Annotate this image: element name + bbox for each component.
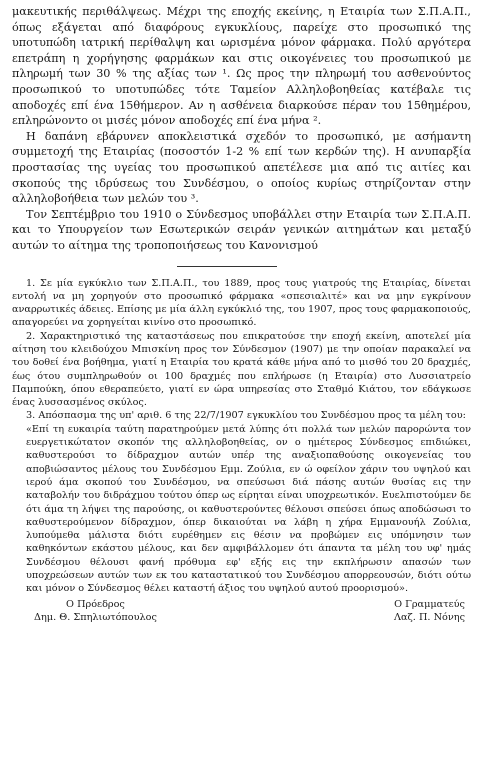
paragraph-1: μακευτικής περιθάλψεως. Μέχρι της εποχής εκείνης, η Εταιρία των Σ.Π.Α.Π., όπως εξάγεται από διαφόρους εγκυκλίους, παρείχε στο προσωπικό της υποτυπώδη ιατρική περίθαλψη και ωρισμένα μόνον φάρμακα. Πολύ αργότερα επετράπη η χορήγησης φαρμάκων και στις οικογένειες του προσωπικού με πληρωμή των 30 % της αξίας των ¹. Ως προς την πληρωμή του ασθενούντος προσωπικού το υποτυπώδες τότε Ταμείον Αλληλοβοηθείας κατέβαλε τις αποδοχές επί ένα 15θήμερον. Αν η ασθένεια διαρκούσε πέραν του 15θημέρου, επληρώνοντο οι μισές μόνον αποδοχές επί ένα μήνα ². [12,5,471,128]
signature-president [34,598,157,625]
secretary-name: Λαζ. Π. Νόνης [394,612,465,624]
footnote-3: 3. Απόσπασμα της υπ' αριθ. 6 της 22/7/1907 εγκυκλίου του Συνδέσμου προς τα μέλη του: [26,410,466,422]
paragraph-3: Τον Σεπτέμβριο του 1910 ο Σύνδεσμος υποβάλλει στην Εταιρία των Σ.Π.Α.Π. και το Υπουργείον των Εσωτερικών σειράν γενικών αιτημάτων και μεταξύ αυτών το αίτημα της τροποποιήσεως του Κανονισμού [12,207,471,252]
paragraph-2: Η δαπάνη εβάρυνεν αποκλειστικά σχεδόν το προσωπικό, με ασήμαντη συμμετοχή της Εταιρίας (ποσοστόν 1-2 % επί των κερδών της). Η ανυπαρξία προστασίας της υγείας του προσωπικού απετέλεσε μια από τις αιτίες και σκοπούς της ιδρύσεως του Συνδέσμου, ο οποίος κυρίως στηρίζονταν στην αλληλοβοήθεια των μελών του ³. [12,129,471,206]
president-title: Ο Πρόεδρος [66,598,125,610]
signatures [12,598,471,625]
main-text [12,4,471,254]
footnote-1: 1. Σε μία εγκύκλιο των Σ.Π.Α.Π., του 1889, προς τους γιατρούς της Εταιρίας, δίνεται εντολή να μη χορηγούν στο προσωπικό φάρμακα «σπεσιαλιτέ» και να μην εγκρίνουν αναρρωτικές άδειες. Επίσης με μία άλλη εγκύκλιό της, του 1907, προς τους φαρμακοποιούς, απαγορεύει να χορηγείται κινίνο στο προσωπικό. [12,277,471,329]
footnotes [12,277,471,625]
president-name: Δημ. Θ. Σπηλιωτόπουλος [34,612,157,624]
footnote-quote: «Επί τη ευκαιρία ταύτη παρατηρούμεν μετά λύπης ότι πολλά των μελών παρορώντα τον ευεργετικώτατον σκοπόν της αλληλοβοηθείας, ον ο ημέτερος Σύνδεσμος επιδιώκει, καθυστερούσι το δίδραχμον αυτών υπέρ της αναξιοπαθούσης οικογενείας του αποβιώσαντος μέλους του Συνδέσμου Εμμ. Ζούλια, εν ώ οφείλον χάριν του υψηλού και ιερού άμα σκοπού του Συνδέσμου, να σπεύσωσι διά πάσης αυτών θυσίας εις την καταβολήν του διδράχμου τούτου όπερ ως είρηται είναι υποχρεωτικόν. Ευελπιστούμεν δε ότι άμα τη λήψει της παρούσης, οι καθυστερούντες θέλουσι σπεύσει όπως αποδώσωσι το καθυστερούμενον δίδραχμον, όπερ δικαιούται να λάβη η χήρα Εμμανουήλ Ζούλια, λυπούμεθα μάλιστα διότι ευρέθημεν εις θέσιν να προβώμεν εις υπόμνησιν των καθηκόντων εκάστου μέλους, και δεν αμφιβάλλομεν ότι άπαντα τα μέλη του υφ' ημάς Συνδέσμου θέλουσι φανή πρόθυμα εφ' εξής εις την εκπλήρωσιν απασών των υποχρεώσεων αυτών των εκ του καταστατικού του Συνδέσμου απορρεουσών, διότι ούτω και μόνον ο Σύνδεσμος θέλει καταστή άξιος του υψηλού αυτού προορισμού». [26,423,471,595]
footnote-2: 2. Χαρακτηριστικό της καταστάσεως που επικρατούσε την εποχή εκείνη, αποτελεί μία αίτηση του κλειδούχου Μπισκίνη προς τον Σύνδεσμον (1907) με την οποίαν παρακαλεί να του δοθεί ένα βοήθημα, γιατί η Εταιρία του κρατά κάθε μήνα από το μισθό του 20 δραχμές, έως ότου συμπληρωθούν οι 100 δραχμές που επλήρωσε (η Εταιρία) στο Λυσσιατρείο Παμπούκη, όπου εθεραπεύετο, γιατί εν ώρα υπηρεσίας στο Σταθμό Κιάτου, τον εδάγκωσε ένας λυσσασμένος σκύλος. [12,330,471,409]
signature-secretary [394,598,465,625]
secretary-title: Ο Γραμματεύς [394,598,465,610]
footnote-divider [177,266,277,267]
